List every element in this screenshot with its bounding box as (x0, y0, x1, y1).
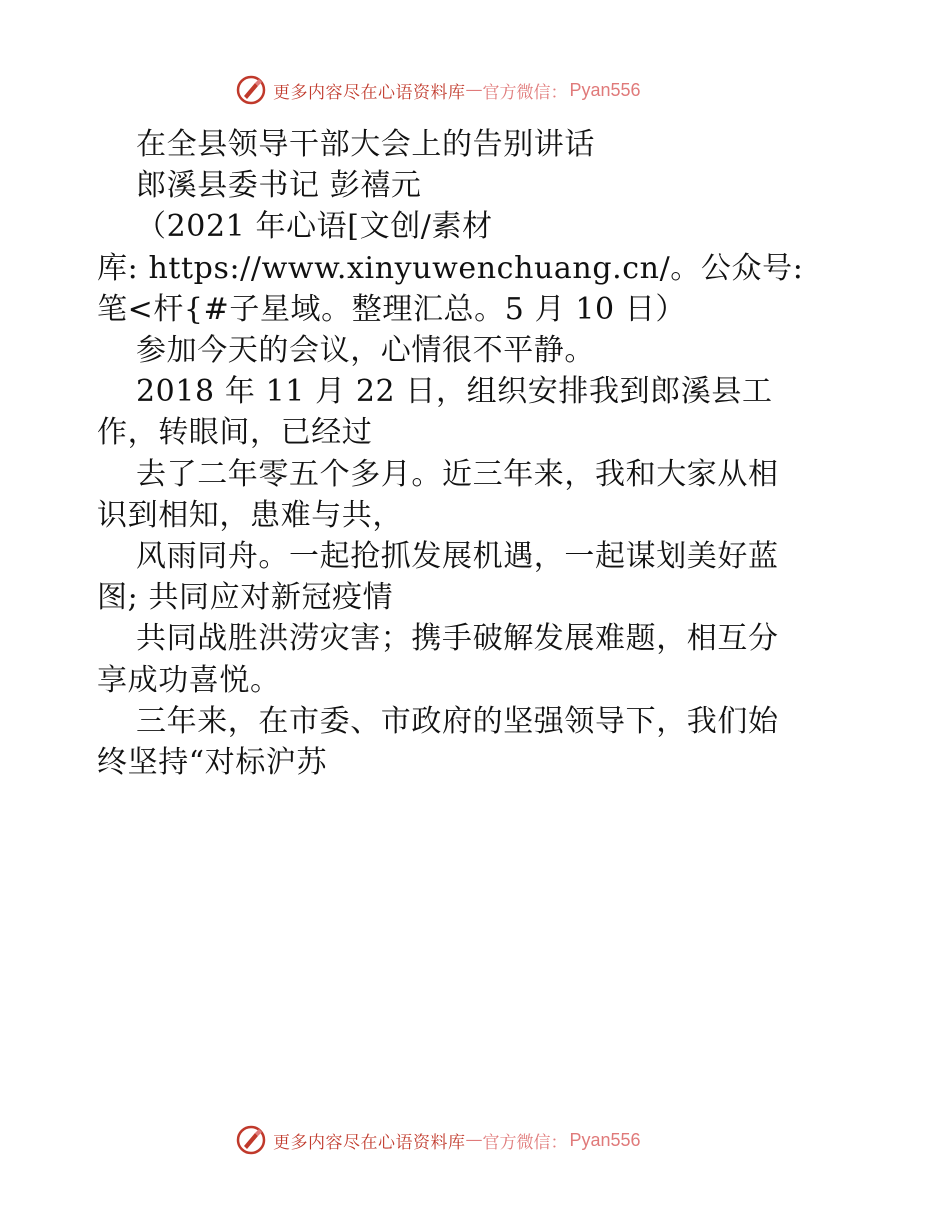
doc-line: 风雨同舟。一起抢抓发展机遇，一起谋划美好蓝 (136, 539, 779, 575)
doc-line: 图; 共同应对新冠疫情 (97, 580, 394, 616)
document-body (97, 124, 857, 783)
doc-line: 去了二年零五个多月。近三年来，我和大家从相 (136, 456, 779, 492)
logo-icon (235, 74, 267, 106)
doc-line: 三年来，在市委、市政府的坚强领导下，我们始 (136, 703, 779, 739)
banner-wechat-label: 官方微信： (482, 82, 568, 103)
banner-wechat-id: Pyan556 (569, 79, 641, 100)
banner-separator: — (465, 1130, 483, 1150)
header-banner (235, 72, 641, 108)
logo-icon (235, 1124, 267, 1156)
banner-main-text: 更多内容尽在心语资料库 (273, 82, 466, 103)
doc-line: 笔<杆{#子星域。整理汇总。5 月 10 日） (97, 291, 687, 327)
doc-line: 享成功喜悦。 (97, 662, 281, 698)
doc-line: 参加今天的会议，心情很不平静。 (136, 333, 595, 369)
doc-author: 郎溪县委书记 彭禧元 (136, 168, 422, 204)
banner-wechat-id: Pyan556 (569, 1129, 641, 1150)
doc-line: 识到相知，患难与共， (97, 497, 403, 533)
doc-line: （2021 年心语[文创/素材 (136, 209, 493, 245)
footer-banner (235, 1122, 641, 1158)
banner-separator: — (465, 80, 483, 100)
doc-line: 终坚持“对标沪苏 (97, 745, 328, 781)
doc-line: 作，转眼间，已经过 (97, 415, 373, 451)
doc-line: 共同战胜洪涝灾害；携手破解发展难题，相互分 (136, 621, 779, 657)
banner-wechat-label: 官方微信： (482, 1132, 568, 1153)
doc-title: 在全县领导干部大会上的告别讲话 (136, 127, 595, 162)
doc-line: 2018 年 11 月 22 日，组织安排我到郎溪县工 (136, 374, 773, 410)
doc-line: 库: https://www.xinyuwenchuang.cn/。公众号: (97, 250, 804, 286)
banner-main-text: 更多内容尽在心语资料库 (273, 1132, 466, 1153)
